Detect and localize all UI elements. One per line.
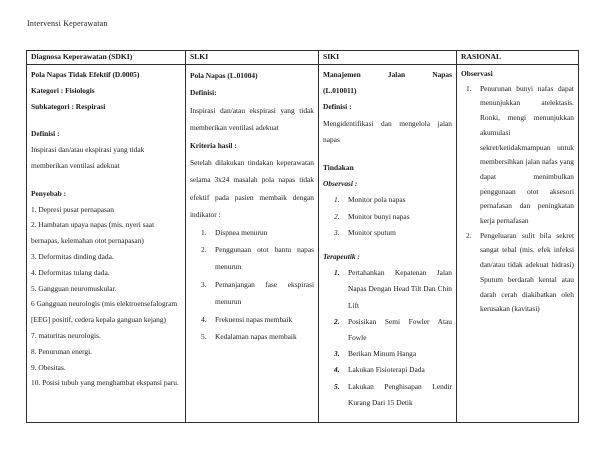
item-text: Berikan Minum Hanga <box>348 349 417 359</box>
item-text: Pengeluaran sulit bila sekret sangat tebal (mis. efek infeksi dan/atau tidak adekuat hidrasi) Sputum berdarah kental atau darah cerah diakibatkan oleh kerusakan (kavitasi) <box>480 230 574 314</box>
item-text: Frekuensi napas membaik <box>215 314 293 324</box>
item-number: 3. <box>334 349 340 359</box>
terapeutik-item <box>334 314 452 346</box>
item-text: Dispnea menurun <box>215 227 268 237</box>
indikator-item <box>201 224 314 241</box>
siki-observasi-label: Observasi : <box>323 179 358 189</box>
indikator-item <box>201 311 314 328</box>
column-header-sdki: Diagnosa Keperawatan (SDKI) <box>27 51 186 65</box>
terapeutik-item <box>334 265 452 314</box>
item-text: Monitor bunyi napas <box>348 211 410 221</box>
penyebab-item: 4. Deformitas tulang dada. <box>31 267 110 277</box>
indikator-item <box>201 276 314 311</box>
header-row <box>27 51 579 65</box>
item-number: 2. <box>334 316 340 326</box>
penyebab-item: 8. Penurunan energi. <box>31 346 93 356</box>
terapeutik-list <box>323 265 452 411</box>
rasional-item <box>466 82 574 229</box>
siki-terapeutik-label: Terapeutik : <box>323 252 360 262</box>
item-number: 2. <box>201 245 207 255</box>
spacer <box>323 241 452 249</box>
rasional-list <box>461 82 574 317</box>
sdki-definisi: Inspirasi dan/atau ekspirasi yang tidak memberikan ventilasi adekuat <box>31 145 145 170</box>
slki-kriteria-label: Kriteria hasil : <box>190 140 237 150</box>
item-number: 1. <box>334 195 340 205</box>
indikator-item <box>201 328 314 345</box>
item-text: Lakukan Penghisapan Lendir Kurang Dari 15 Detik <box>348 381 452 407</box>
spacer <box>31 114 181 126</box>
observasi-list <box>323 192 452 241</box>
rasional-observasi-label: Observasi <box>461 69 493 78</box>
spacer <box>31 174 181 186</box>
page-title: Intervensi Keperawatan <box>27 19 108 28</box>
penyebab-item: 5. Gangguan neuromuskular. <box>31 283 117 293</box>
item-number: 5. <box>334 381 340 391</box>
sdki-definisi-label: Definisi : <box>31 129 60 139</box>
terapeutik-item <box>334 379 452 411</box>
penyebab-item: 7. maturitas neurologis. <box>31 330 101 340</box>
column-header-siki: SIKI <box>319 51 457 65</box>
item-number: 5. <box>201 332 207 342</box>
cell-sdki <box>27 65 186 423</box>
item-number: 3. <box>334 227 340 237</box>
item-number: 2. <box>466 230 472 240</box>
slki-outcome: Pola Napas (L.01004) <box>190 71 258 80</box>
item-text: Kedalaman napas membaik <box>215 332 297 342</box>
terapeutik-item <box>334 362 452 378</box>
siki-intervention-title: Manajemen Jalan Napas (L.010011) <box>323 70 452 96</box>
observasi-item <box>334 192 452 208</box>
siki-tindakan-label: Tindakan <box>323 163 354 173</box>
item-number: 1. <box>466 83 472 93</box>
item-text: Penurunan bunyi nafas dapat menunjukkan atelektasis. Ronki, mengi menunjukkan akumulasi sekret/ketidakmampuan untuk membersihkan jalan nafas yang dapat menimbulkan penggunaan otot aksesori pernafasan dan peningkatan kerja pernafasan <box>480 83 574 226</box>
cell-slki <box>186 65 319 423</box>
observasi-item <box>334 225 452 241</box>
item-text: Pertahankan Kepatenan Jalan Napas Dengan Head Tilt Dan Chin Lift <box>348 268 452 310</box>
siki-definisi: Mengidentifikasi dan mengelola jalan napas <box>323 118 452 144</box>
siki-definisi-label: Definisi : <box>323 102 352 112</box>
indikator-list <box>190 224 314 346</box>
column-header-rasional: RASIONAL <box>457 51 579 65</box>
observasi-item <box>334 209 452 225</box>
column-header-slki: SLKI <box>186 51 319 65</box>
item-text: Monitor pola napas <box>348 195 406 205</box>
penyebab-item: 2. Hambatan upaya napas (mis. nyeri saat bernapas, kelemahan otot pernapasan) <box>31 220 155 246</box>
item-number: 1. <box>334 268 340 278</box>
sdki-subkategori: Subkategori : Respirasi <box>31 101 106 111</box>
spacer <box>323 148 452 160</box>
item-number: 4. <box>334 365 340 375</box>
item-number: 2. <box>334 211 340 221</box>
body-row <box>27 65 579 423</box>
penyebab-item: 1. Depresi pusat pernapasan <box>31 204 114 214</box>
slki-kriteria-intro: Setelah dilakukan tindakan keperawatan selama 3x24 masalah pola napas tidak efektif pada pasien membaik dengan indikator : <box>190 158 314 220</box>
penyebab-item: 3. Deformitas dinding dada. <box>31 251 114 261</box>
penyebab-item: 10. Posisi tubuh yang menghambat ekspansi paru. <box>31 378 179 388</box>
rasional-item <box>466 229 574 317</box>
cell-rasional <box>457 65 579 423</box>
slki-definisi: Inspirasi dan/atau ekspirasi yang tidak memberikan ventilasi adekuat <box>190 105 314 133</box>
item-text: Posisikan Semi Fowler Atau Fowle <box>348 316 452 343</box>
item-text: Monitor sputum <box>348 227 396 237</box>
penyebab-item: 9. Obesitas. <box>31 362 66 372</box>
slki-definisi-label: Definisi: <box>190 88 217 98</box>
item-number: 3. <box>201 279 207 289</box>
sdki-diagnosis: Pola Napas Tidak Efektif (D.0005) <box>31 70 140 79</box>
nursing-intervention-table <box>26 50 579 423</box>
terapeutik-item <box>334 346 452 362</box>
item-text: Pemanjangan fase ekspirasi menurun <box>215 279 314 307</box>
indikator-item <box>201 241 314 276</box>
item-number: 1. <box>201 227 207 237</box>
cell-siki <box>319 65 457 423</box>
sdki-kategori: Kategori : Fisiologis <box>31 85 95 95</box>
siki-intervention-code: (L.010011) <box>323 86 357 96</box>
item-number: 4. <box>201 314 207 324</box>
item-text: Lakukan Fisioterapi Dada <box>348 365 425 375</box>
penyebab-item: 6 Gangguan neurologis (mis elektroensefalogram [EEG] positif, cedera kepala ganguan kejang) <box>31 299 178 325</box>
sdki-penyebab-label: Penyebab : <box>31 188 67 198</box>
item-text: Penggunaan otot bantu napas menurun <box>215 245 314 272</box>
